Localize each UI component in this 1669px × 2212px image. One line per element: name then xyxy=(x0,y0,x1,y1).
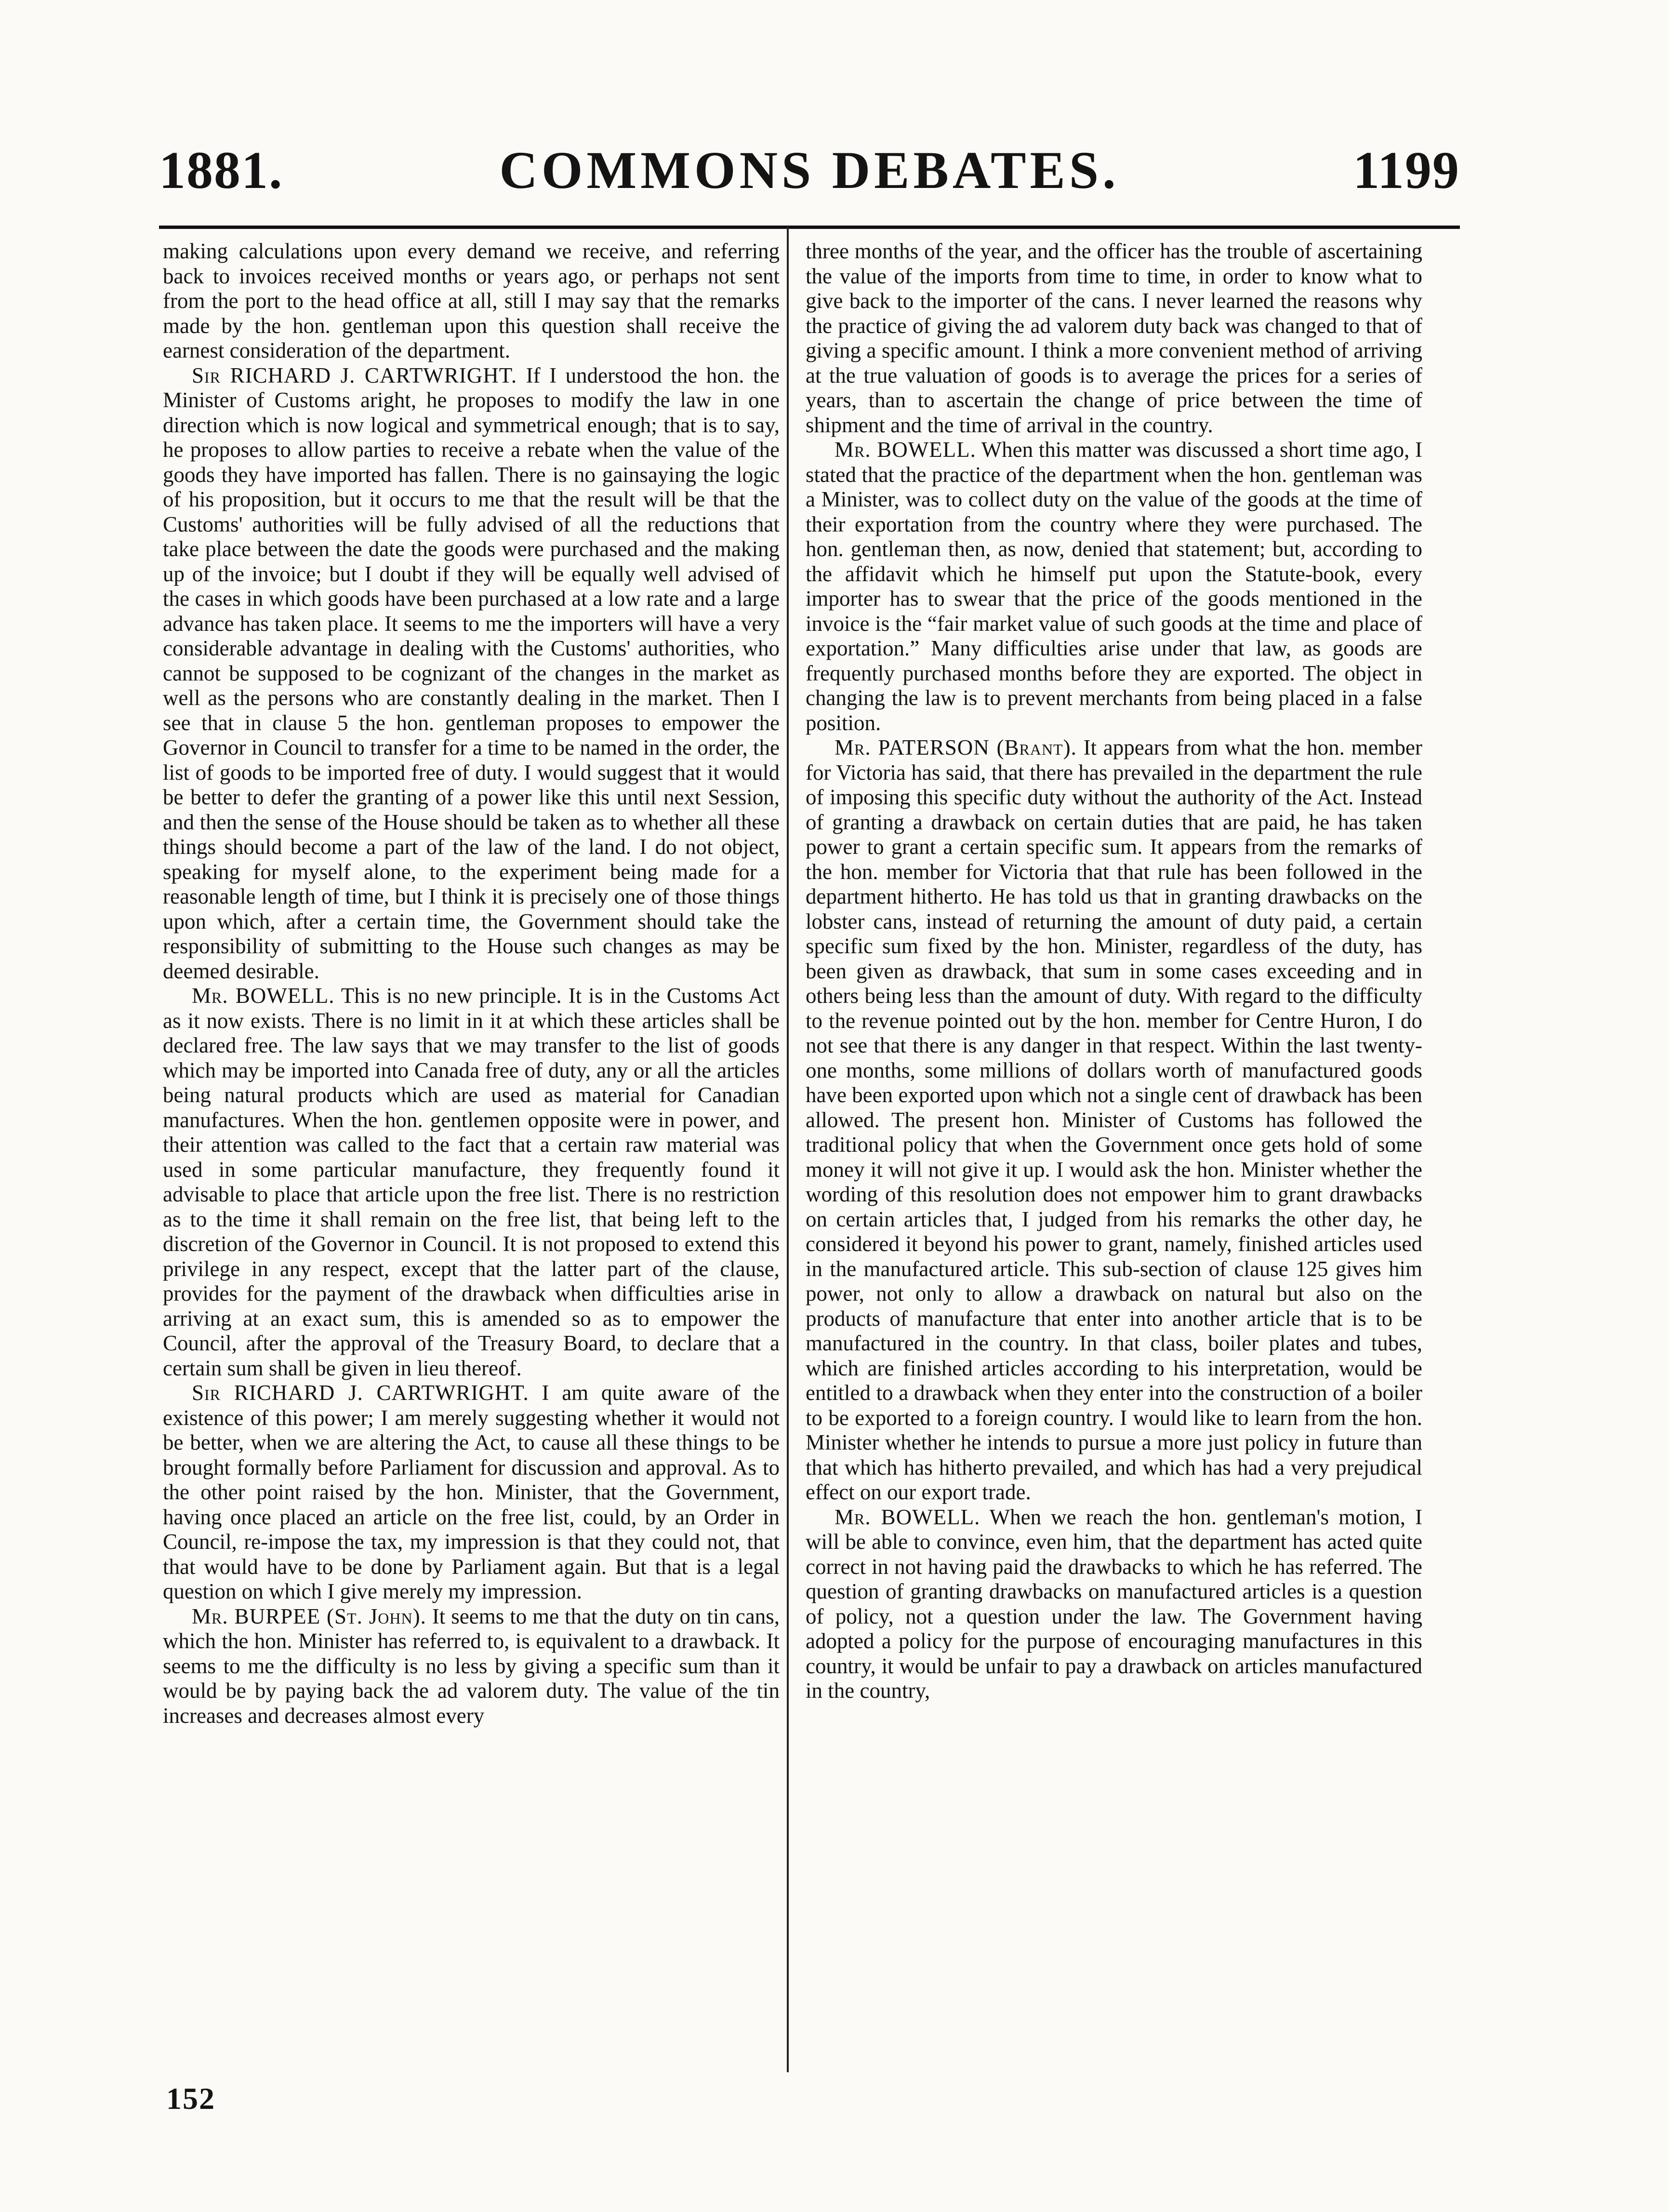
speech-text: It appears from what the hon. member for Victoria has said, that there has prevailed in the department the rule of imposing this specific duty without the authority of the Act. Instead of granting a drawback on certain duties that are paid, he has taken power to grant a certain specific sum. It appears from the remarks of the hon. member for Victoria that that rule has been followed in the department hitherto. He has told us that in granting drawbacks on the lobster cans, instead of returning the amount of duty paid, a certain specific sum fixed by the hon. Minister, regardless of the duty, has been given as drawback, that sum in some cases exceeding and in others being less than the amount of duty. With regard to the difficulty to the revenue pointed out by the hon. member for Centre Huron, I do not see that there is any danger in that respect. Within the last twenty-one months, some millions of dollars worth of manufactured goods have been exported upon which not a single cent of drawback has been allowed. The present hon. Minister of Customs has followed the traditional policy that when the Government once gets hold of some money it will not give it up. I would ask the hon. Minister whether the wording of this resolution does not empower him to grant drawbacks on certain articles that, I judged from his remarks the other day, he considered it beyond his power to grant, namely, finished articles used in the manufactured article. This sub-section of clause 125 gives him power, not only to allow a drawback on natural but also on the products of manufacture that enter into another article that is to be manufactured in the country. In that class, boiler plates and tubes, which are finished articles according to his interpretation, would be entitled to a drawback when they enter into the construction of a boiler to be exported to a foreign country. I would like to learn from the hon. Minister whether he intends to pursue a more just policy in future than that which has hitherto prevailed, and which has had a very prejudical effect on our export trade. xyxy=(806,735,1422,1504)
speech-text: When this matter was discussed a short time ago, I stated that the practice of the department when the hon. gentleman was a Minister, was to collect duty on the value of the goods at the time of their exportation from the country where they were purchased. The hon. gentleman then, as now, denied that statement; but, according to the affidavit which he himself put upon the Statute-book, every importer has to swear that the price of the goods mentioned in the invoice is the “fair market value of such goods at the time and place of exportation.” Many difficulties arise under that law, as goods are frequently purchased months before they are exported. The object in changing the law is to prevent merchants from being placed in a false position. xyxy=(806,438,1422,735)
running-header xyxy=(159,130,1460,212)
paragraph-burpee xyxy=(163,1604,780,1729)
header-rule xyxy=(159,226,1460,229)
speaker-name: Mr. BOWELL. xyxy=(192,984,335,1008)
speaker-name: Mr. BOWELL. xyxy=(834,1505,980,1529)
paragraph-paterson xyxy=(806,735,1422,1505)
speech-text: I am quite aware of the existence of this power; I am merely suggesting whether it would not be better, when we are altering the Act, to cause all these things to be brought formally before Parliament for discussion and approval. As to the other point raised by the hon. Minister, that the Government, having once placed an article on the free list, could, by an Order in Council, re-impose the tax, my impression is that they could not, that that would have to be done by Parliament again. But that is a legal question on which I give merely my impression. xyxy=(163,1381,780,1603)
column-divider xyxy=(787,227,789,2072)
speech-text: If I understood the hon. the Minister of Customs aright, he proposes to modify the law in one direction which is now logical and symmetrical enough; that is to say, he proposes to allow parties to receive a rebate when the value of the goods they have imported has fallen. There is no gainsaying the logic of his proposition, but it occurs to me that the result will be that the Customs' authorities will be fully advised of all the reductions that take place between the date the goods were purchased and the making up of the invoice; but I doubt if they will be equally well advised of the cases in which goods have been purchased at a low rate and a large advance has taken place. It seems to me the importers will have a very considerable advantage in dealing with the Customs' authorities, who cannot be supposed to be cognizant of the changes in the market as well as the persons who are constantly dealing in the market. Then I see that in clause 5 the hon. gentleman proposes to empower the Governor in Council to transfer for a time to be named in the order, the list of goods to be imported free of duty. I would suggest that it would be better to defer the granting of a power like this until next Session, and then the sense of the House should be taken as to whether all these things should become a part of the law of the land. I do not object, speaking for myself alone, to the experiment being made for a reasonable length of time, but I think it is precisely one of those things upon which, after a certain time, the Government should take the responsibility of submitting to the House such changes as may be deemed desirable. xyxy=(163,363,780,983)
paragraph-bowell-3 xyxy=(806,1505,1422,1704)
header-title: COMMONS DEBATES. xyxy=(499,141,1120,200)
paragraph-bowell-2 xyxy=(806,438,1422,735)
speaker-name: Mr. BURPEE (St. John). xyxy=(192,1604,426,1628)
speech-text: It seems to me that the duty on tin cans, which the hon. Minister has referred to, is equivalent to a drawback. It seems to me the difficulty is no less by giving a specific sum than it would be by paying back the ad valorem duty. The value of the tin increases and decreases almost every xyxy=(163,1604,780,1728)
speaker-name: Mr. PATERSON (Brant). xyxy=(834,735,1077,760)
paragraph-cartwright-1 xyxy=(163,363,780,984)
left-column xyxy=(163,239,780,2080)
right-column xyxy=(806,239,1422,2080)
paragraph-cartwright-2 xyxy=(163,1381,780,1604)
speaker-name: Sir RICHARD J. CARTWRIGHT. xyxy=(192,1381,529,1405)
paragraph-continued: making calculations upon every demand we receive, and referring back to invoices received months or years ago, or perhaps not sent from the port to the head office at all, still I may say that the remarks made by the hon. gentleman upon this question shall receive the earnest consideration of the department. xyxy=(163,239,780,362)
paragraph-bowell-1 xyxy=(163,984,780,1381)
speaker-name: Mr. BOWELL. xyxy=(834,438,976,462)
speech-text: When we reach the hon. gentleman's motion, I will be able to convince, even him, that the department has acted quite correct in not having paid the drawbacks to which he has referred. The question of granting drawbacks on manufactured articles is a question of policy, not a question under the law. The Government having adopted a policy for the purpose of encouraging manufactures in this country, it would be unfair to pay a drawback on articles manufactured in the country, xyxy=(806,1505,1422,1703)
header-year: 1881. xyxy=(159,141,283,200)
header-page-number: 1199 xyxy=(1353,141,1460,200)
paragraph-continued: three months of the year, and the officer has the trouble of ascertaining the value of the imports from time to time, in order to know what to give back to the importer of the cans. I never learned the reasons why the practice of giving the ad valorem duty back was changed to that of giving a specific amount. I think a more convenient method of arriving at the true valuation of goods is to average the prices for a series of years, than to ascertain the change of price between the time of shipment and the time of arrival in the country. xyxy=(806,239,1422,437)
speaker-name: Sir RICHARD J. CARTWRIGHT. xyxy=(192,363,517,387)
footer-folio: 152 xyxy=(166,2081,215,2116)
speech-text: This is no new principle. It is in the Customs Act as it now exists. There is no limit in it at which these articles shall be declared free. The law says that we may transfer to the list of goods which may be imported into Canada free of duty, any or all the articles being natural products which are used as material for Canadian manufactures. When the hon. gentlemen opposite were in power, and their attention was called to the fact that a certain raw material was used in some particular manufacture, they frequently found it advisable to place that article upon the free list. There is no restriction as to the time it shall remain on the free list, that being left to the discretion of the Governor in Council. It is not proposed to extend this privilege in any respect, except that the latter part of the clause, provides for the payment of the drawback when difficulties arise in arriving at an exact sum, this is amended so as to empower the Council, after the approval of the Treasury Board, to declare that a certain sum shall be given in lieu thereof. xyxy=(163,984,780,1380)
